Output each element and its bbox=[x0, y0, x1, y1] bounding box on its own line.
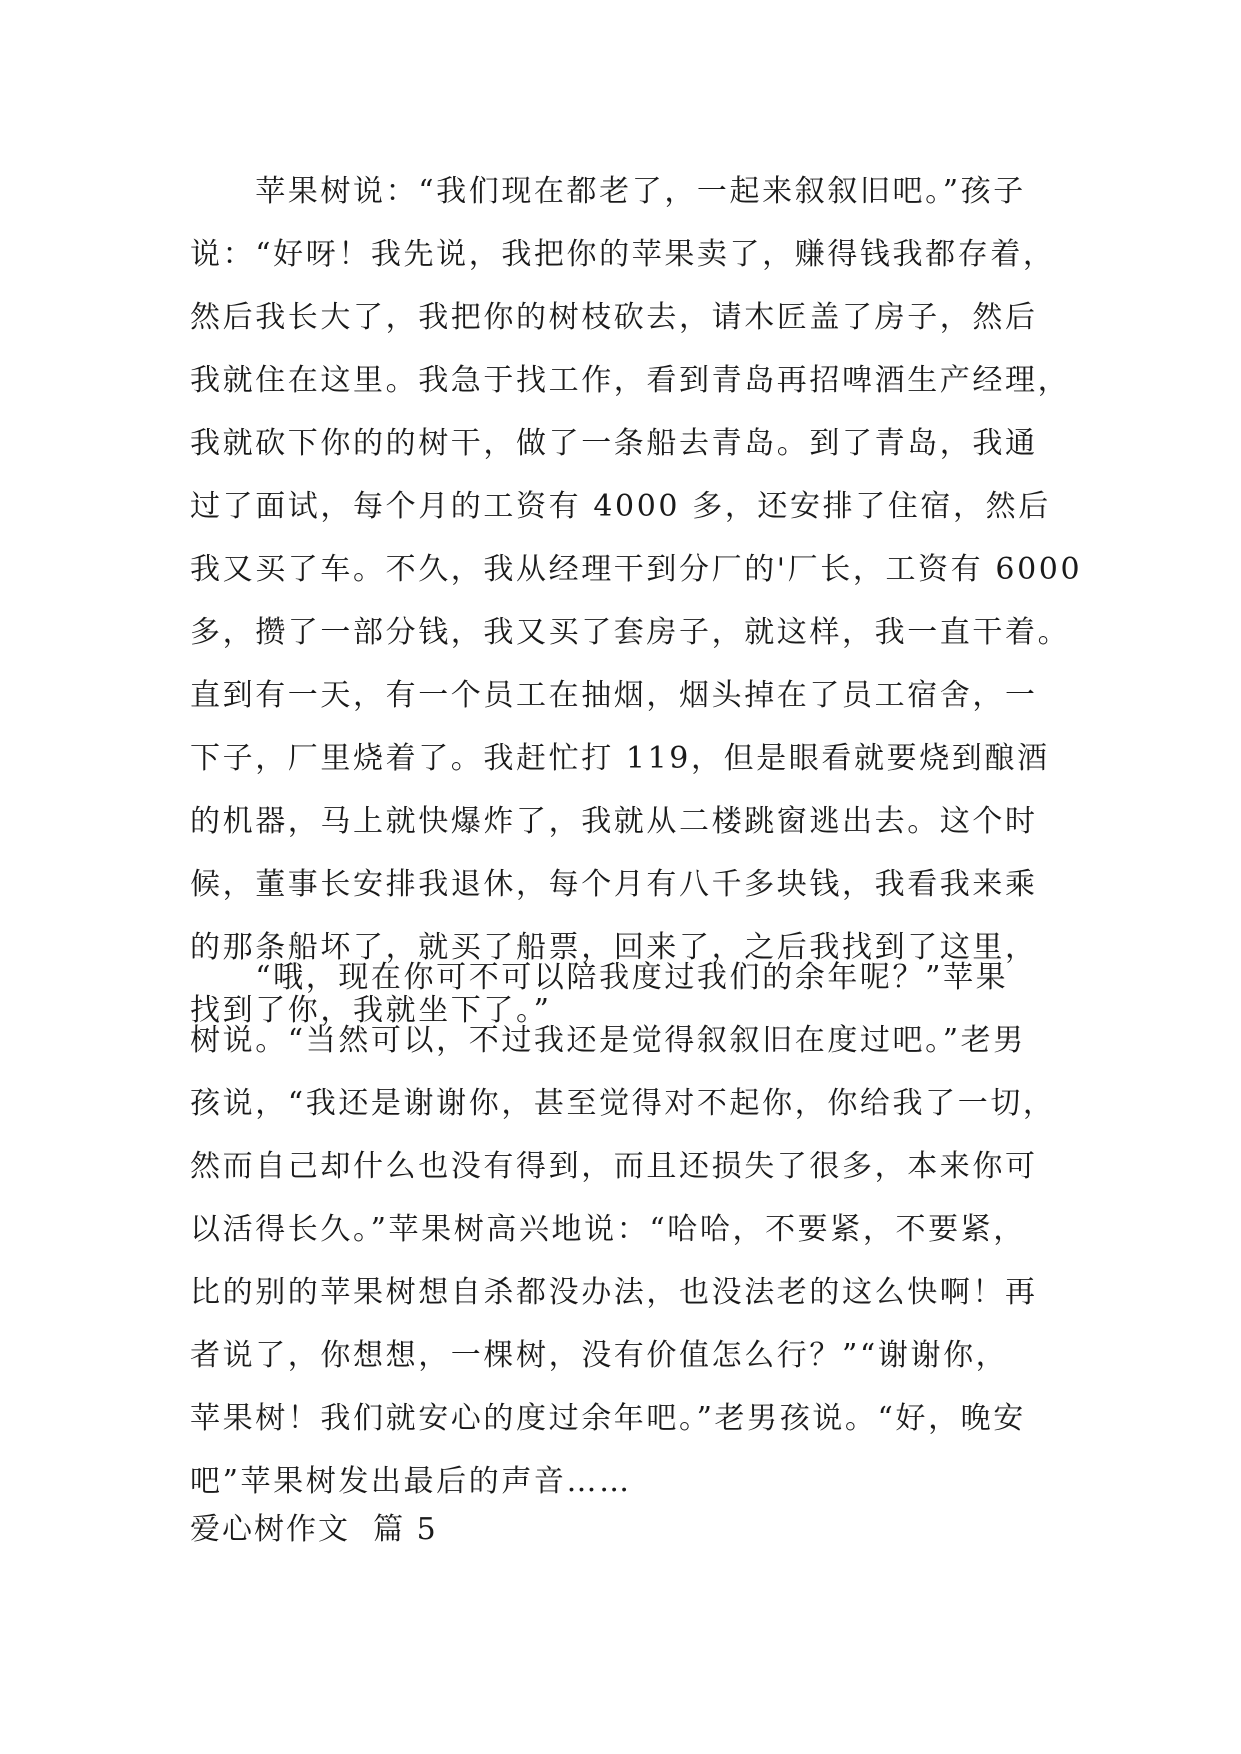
paragraph-line: 说：“好呀！我先说，我把你的苹果卖了，赚得钱我都存着， bbox=[190, 237, 1056, 272]
paragraph-line: 树说。“当然可以，不过我还是觉得叙叙旧在度过吧。”老男 bbox=[190, 1023, 1026, 1058]
paragraph-line: 然后我长大了，我把你的树枝砍去，请木匠盖了房子，然后 bbox=[190, 300, 1038, 335]
paragraph-line: 过了面试，每个月的工资有 4000 多，还安排了住宿，然后 bbox=[190, 489, 1051, 524]
paragraph-dialogue bbox=[190, 946, 1070, 1513]
paragraph-line: 吧”苹果树发出最后的声音…… bbox=[190, 1464, 632, 1499]
paragraph-line: 的那条船坏了，就买了船票，回来了，之后我找到了这里， bbox=[190, 930, 1038, 965]
paragraph-line: 我又买了车。不久，我从经理干到分厂的'厂长，工资有 6000 bbox=[190, 552, 1083, 587]
paragraph-line: 候，董事长安排我退休，每个月有八千多块钱，我看我来乘 bbox=[190, 867, 1038, 902]
paragraph-line: 孩说，“我还是谢谢你，甚至觉得对不起你，你给我了一切， bbox=[190, 1086, 1056, 1121]
paragraph-line: 苹果树！我们就安心的度过余年吧。”老男孩说。“好，晚安 bbox=[190, 1401, 1026, 1436]
paragraph-line: 的机器，马上就快爆炸了，我就从二楼跳窗逃出去。这个时 bbox=[190, 804, 1038, 839]
paragraph-line: 我就住在这里。我急于找工作，看到青岛再招啤酒生产经理， bbox=[190, 363, 1071, 398]
paragraph-line: 以活得长久。”苹果树高兴地说：“哈哈，不要紧，不要紧， bbox=[190, 1212, 1026, 1247]
paragraph-line: 多，攒了一部分钱，我又买了套房子，就这样，我一直干着。 bbox=[190, 615, 1071, 650]
paragraph-line: 直到有一天，有一个员工在抽烟，烟头掉在了员工宿舍，一 bbox=[190, 678, 1038, 713]
paragraph-line: 我就砍下你的的树干，做了一条船去青岛。到了青岛，我通 bbox=[190, 426, 1038, 461]
paragraph-line: “哦，现在你可不可以陪我度过我们的余年呢？”苹果 bbox=[190, 960, 1009, 995]
paragraph-apple-tree-story bbox=[190, 160, 1083, 1042]
section-heading: 爱心树作文 篇 5 bbox=[190, 1512, 438, 1547]
paragraph-line: 然而自己却什么也没有得到，而且还损失了很多，本来你可 bbox=[190, 1149, 1038, 1184]
paragraph-line: 下子，厂里烧着了。我赶忙打 119，但是眼看就要烧到酿酒 bbox=[190, 741, 1050, 776]
paragraph-line: 者说了，你想想，一棵树，没有价值怎么行？”“谢谢你， bbox=[190, 1338, 1009, 1373]
paragraph-line: 找到了你，我就坐下了。” bbox=[190, 993, 552, 1028]
paragraph-line: 比的别的苹果树想自杀都没办法，也没法老的这么快啊！再 bbox=[190, 1275, 1038, 1310]
paragraph-line: 苹果树说：“我们现在都老了，一起来叙叙旧吧。”孩子 bbox=[190, 174, 1026, 209]
